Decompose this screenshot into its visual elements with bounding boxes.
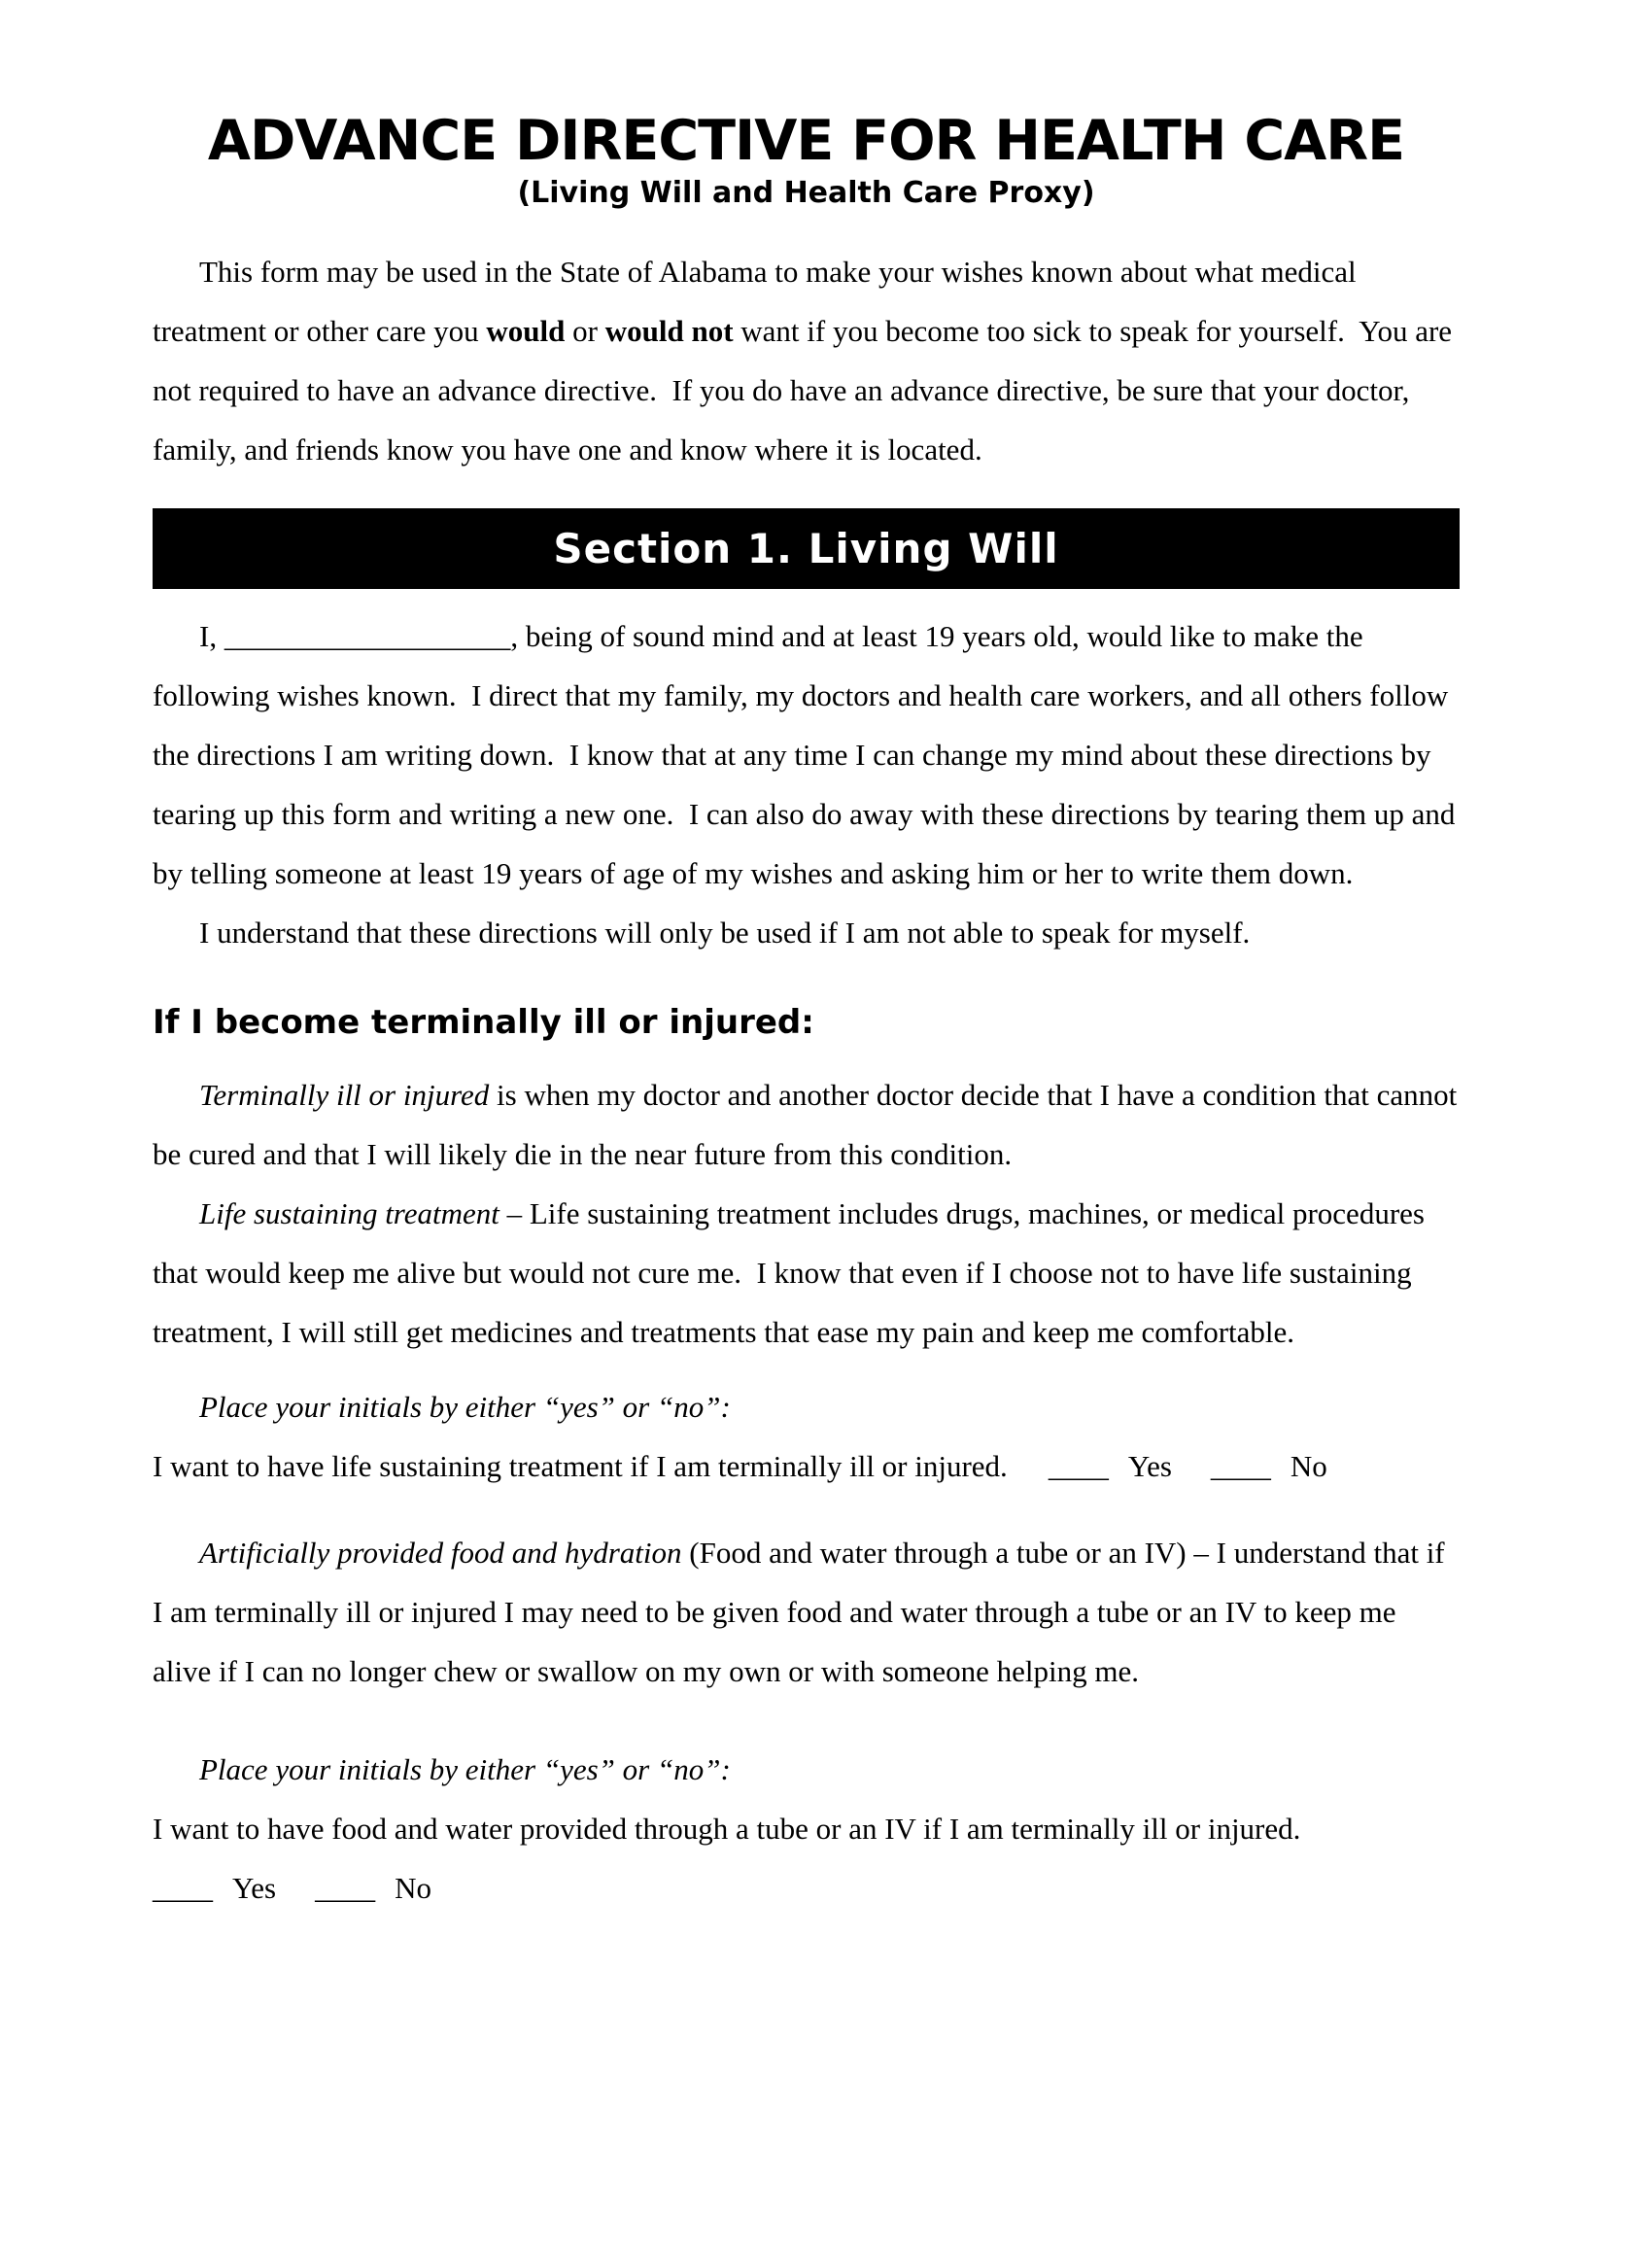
intro-bold-would-not: would not	[604, 314, 734, 348]
page-title: ADVANCE DIRECTIVE FOR HEALTH CARE	[207, 109, 1405, 173]
intro-text-2: or	[565, 314, 605, 348]
question-1-yes-label: Yes	[1127, 1449, 1172, 1483]
question-2-statement: I want to have food and water provided through a tube or an IV if I am terminally ill or injured.	[153, 1812, 1301, 1846]
intro-text-3: want if you become too sick to speak for yourself. You are not required to have an advance directive. If you do have an advance directive, be sure that your doctor, family, and friends know you have one and know where it is located.	[153, 314, 1460, 467]
question-2-yes-label: Yes	[232, 1871, 277, 1905]
question-1-statement: I want to have life sustaining treatment if I am terminally ill or injured.	[153, 1449, 1008, 1483]
question-2-statement-line	[153, 1799, 1460, 1858]
terminally-ill-definition-paragraph	[153, 1065, 1464, 1184]
section1-header-bar	[153, 508, 1460, 589]
terminally-ill-heading: If I become terminally ill or injured:	[153, 1003, 814, 1042]
life-sustaining-text: – Life sustaining treatment includes drugs, machines, or medical procedures that would keep me alive but would not cure me. I know that even if I choose not to have life sustaining treatment, I will still get medicines and treatments that ease my pain and keep me comfortable.	[153, 1196, 1432, 1349]
declaration-paragraph	[153, 606, 1463, 903]
initials-prompt-2: Place your initials by either “yes” or “no”:	[199, 1752, 731, 1786]
question-2-yes-initials-blank[interactable]: ____	[153, 1871, 213, 1905]
intro-text-1: This form may be used in the State of Alabama to make your wishes known about what medical treatment or other care you	[153, 255, 1364, 348]
understand-paragraph: I understand that these directions will only be used if I am not able to speak for myself.	[199, 916, 1251, 950]
question-1-no-label: No	[1290, 1449, 1327, 1483]
declaration-post: , being of sound mind and at least 19 years old, would like to make the following wishes known. I direct that my family, my doctors and health care workers, and all others follow the directions I am writing down. I know that at any time I can change my mind about these directions by tearing up this form and writing a new one. I can also do away with these directions by tearing them up and by telling someone at least 19 years of age of my wishes and asking him or her to write them down.	[153, 619, 1463, 890]
question-1-yes-initials-blank[interactable]: ____	[1048, 1449, 1109, 1483]
section1-header-label: Section 1. Living Will	[553, 525, 1059, 572]
food-hydration-paragraph	[153, 1523, 1460, 1701]
question-2-no-label: No	[395, 1871, 431, 1905]
document-page	[153, 109, 1464, 1918]
declarant-name-blank[interactable]: ___________________	[224, 619, 511, 653]
page-subtitle: (Living Will and Health Care Proxy)	[517, 176, 1095, 210]
intro-bold-would: would	[486, 314, 566, 348]
life-sustaining-paragraph	[153, 1184, 1460, 1362]
question-2-answer-line	[153, 1858, 1460, 1918]
question-1-no-initials-blank[interactable]: ____	[1210, 1449, 1271, 1483]
terminally-ill-definition-text: is when my doctor and another doctor decide that I have a condition that cannot be cured and that I will likely die in the near future from this condition.	[153, 1078, 1464, 1171]
initials-prompt-1: Place your initials by either “yes” or “no”:	[199, 1390, 731, 1424]
question-2-no-initials-blank[interactable]: ____	[315, 1871, 376, 1905]
declaration-pre: I,	[199, 619, 224, 653]
intro-paragraph	[153, 242, 1460, 479]
food-hydration-text: (Food and water through a tube or an IV) – I understand that if I am terminally ill or injured I may need to be given food and water through a tube or an IV to keep me alive if I can no longer chew or swallow on my own or with someone helping me.	[153, 1536, 1453, 1688]
question-1-line	[153, 1436, 1460, 1496]
terminally-ill-term: Terminally ill or injured	[199, 1078, 490, 1112]
life-sustaining-term: Life sustaining treatment	[199, 1196, 499, 1230]
food-hydration-term: Artificially provided food and hydration	[199, 1536, 682, 1570]
